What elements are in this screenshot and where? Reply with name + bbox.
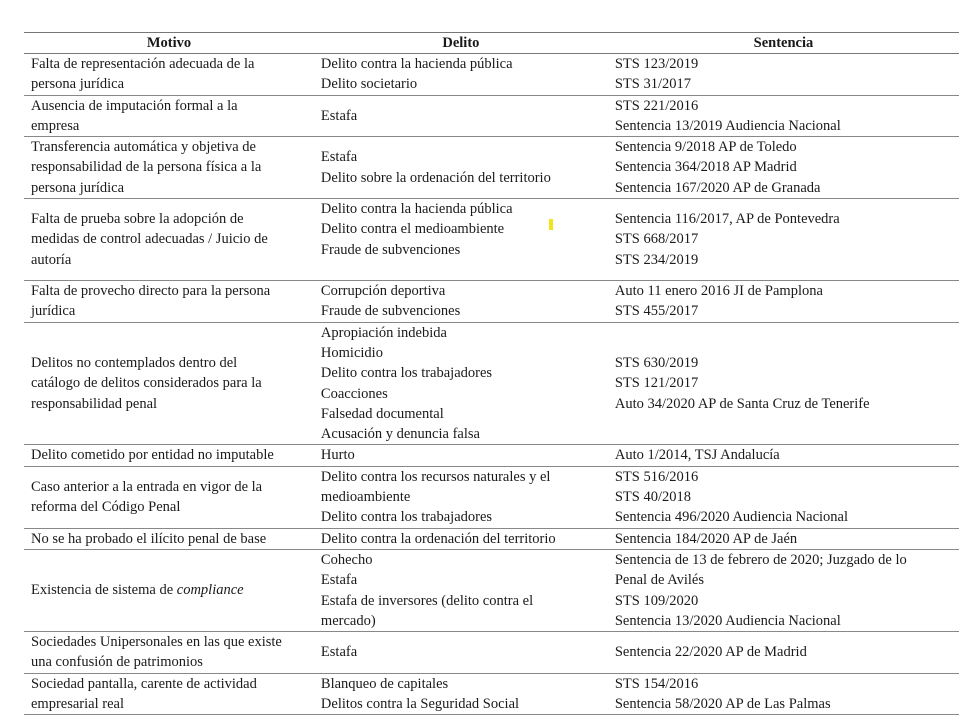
table-row — [24, 322, 959, 445]
cell-delito: Blanqueo de capitales Delitos contra la Seguridad Social — [314, 673, 608, 715]
table-row — [24, 549, 959, 631]
cell-sentencia: Sentencia 22/2020 AP de Madrid — [608, 632, 959, 674]
cell-sentencia: STS 123/2019 STS 31/2017 — [608, 54, 959, 96]
cell-motivo: Falta de provecho directo para la persona jurídica — [24, 281, 314, 323]
cell-delito: Delito contra la ordenación del territorio — [314, 528, 608, 549]
header-sentencia: Sentencia — [608, 33, 959, 54]
cell-delito: Estafa — [314, 632, 608, 674]
sentencias-table — [24, 32, 959, 715]
cell-delito: Estafa Delito sobre la ordenación del territorio — [314, 137, 608, 199]
table-row — [24, 445, 959, 466]
cell-motivo: No se ha probado el ilícito penal de base — [24, 528, 314, 549]
cell-sentencia: Sentencia de 13 de febrero de 2020; Juzgado de lo Penal de Avilés STS 109/2020 Sentencia 13/2020 Audiencia Nacional — [608, 549, 959, 631]
table-header-row — [24, 33, 959, 54]
cell-motivo: Falta de representación adecuada de la persona jurídica — [24, 54, 314, 96]
table-row — [24, 95, 959, 137]
cell-motivo: Falta de prueba sobre la adopción de medidas de control adecuadas / Juicio de autoría — [24, 199, 314, 281]
cell-motivo: Delitos no contemplados dentro del catálogo de delitos considerados para la responsabilidad penal — [24, 322, 314, 445]
table-row — [24, 632, 959, 674]
cell-delito: Corrupción deportiva Fraude de subvenciones — [314, 281, 608, 323]
cell-sentencia: Auto 11 enero 2016 JI de Pamplona STS 455/2017 — [608, 281, 959, 323]
cell-sentencia: STS 630/2019 STS 121/2017 Auto 34/2020 AP de Santa Cruz de Tenerife — [608, 322, 959, 445]
cell-delito: Delito contra los recursos naturales y el medioambiente Delito contra los trabajadores — [314, 466, 608, 528]
table-row — [24, 54, 959, 96]
compliance-italic: compliance — [176, 582, 244, 599]
cell-delito: Delito contra la hacienda pública Delito societario — [314, 54, 608, 96]
highlight-mark — [549, 219, 553, 230]
table-row — [24, 199, 959, 281]
cell-motivo: Delito cometido por entidad no imputable — [24, 445, 314, 466]
table-row — [24, 466, 959, 528]
table-row — [24, 281, 959, 323]
cell-delito: Hurto — [314, 445, 608, 466]
cell-motivo: Sociedad pantalla, carente de actividad empresarial real — [24, 673, 314, 715]
cell-delito: Estafa — [314, 95, 608, 137]
cell-delito: Delito contra la hacienda pública Delito contra el medioambiente Fraude de subvenciones — [314, 199, 608, 281]
cell-motivo: Existencia de sistema de compliance — [24, 549, 314, 631]
cell-sentencia: Sentencia 9/2018 AP de Toledo Sentencia 364/2018 AP Madrid Sentencia 167/2020 AP de Granada — [608, 137, 959, 199]
cell-delito: Cohecho Estafa Estafa de inversores (delito contra el mercado) — [314, 549, 608, 631]
cell-sentencia: STS 221/2016 Sentencia 13/2019 Audiencia Nacional — [608, 95, 959, 137]
cell-sentencia: STS 154/2016 Sentencia 58/2020 AP de Las Palmas — [608, 673, 959, 715]
cell-sentencia: STS 516/2016 STS 40/2018 Sentencia 496/2020 Audiencia Nacional — [608, 466, 959, 528]
header-motivo: Motivo — [24, 33, 314, 54]
cell-motivo: Transferencia automática y objetiva de responsabilidad de la persona física a la persona jurídica — [24, 137, 314, 199]
cell-motivo: Ausencia de imputación formal a la empresa — [24, 95, 314, 137]
cell-motivo: Sociedades Unipersonales en las que existe una confusión de patrimonios — [24, 632, 314, 674]
table-row — [24, 673, 959, 715]
cell-delito: Apropiación indebida Homicidio Delito contra los trabajadores Coacciones Falsedad documental Acusación y denuncia falsa — [314, 322, 608, 445]
header-delito: Delito — [314, 33, 608, 54]
cell-sentencia: Auto 1/2014, TSJ Andalucía — [608, 445, 959, 466]
cell-sentencia: Sentencia 184/2020 AP de Jaén — [608, 528, 959, 549]
table-row — [24, 137, 959, 199]
table-row — [24, 528, 959, 549]
cell-motivo: Caso anterior a la entrada en vigor de la reforma del Código Penal — [24, 466, 314, 528]
cell-sentencia: Sentencia 116/2017, AP de Pontevedra STS 668/2017 STS 234/2019 — [608, 199, 959, 281]
